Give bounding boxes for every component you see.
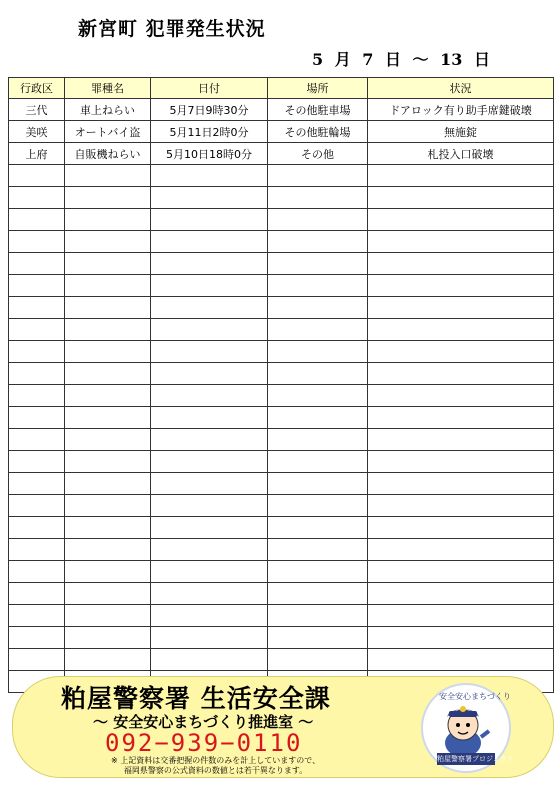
empty-cell: [65, 539, 151, 561]
empty-cell: [65, 429, 151, 451]
cell-situation: ドアロック有り助手席鍵破壊: [368, 99, 554, 121]
table-row-empty: [9, 363, 554, 385]
empty-cell: [9, 297, 65, 319]
crime-table: [8, 77, 554, 693]
disclaimer-line-2: 福岡県警察の公式資料の数値とは若干異なります。: [123, 766, 308, 775]
table-row-empty: [9, 561, 554, 583]
empty-cell: [65, 341, 151, 363]
empty-cell: [9, 253, 65, 275]
cell-district: 三代: [9, 99, 65, 121]
cell-district: 上府: [9, 143, 65, 165]
mascot-project-badge: 粕屋警察署プロジェクト: [437, 755, 514, 763]
table-row-empty: [9, 539, 554, 561]
empty-cell: [368, 429, 554, 451]
office-name: 〜 安全安心まちづくり推進室 〜: [93, 713, 314, 731]
empty-cell: [65, 605, 151, 627]
header-situation: 状況: [368, 78, 554, 99]
empty-cell: [268, 187, 368, 209]
empty-cell: [65, 165, 151, 187]
empty-cell: [268, 275, 368, 297]
disclaimer-line-1: ※ 上記資料は交番把握の件数のみを計上していますので、: [111, 756, 321, 765]
empty-cell: [151, 583, 268, 605]
empty-cell: [368, 297, 554, 319]
empty-cell: [268, 385, 368, 407]
empty-cell: [9, 363, 65, 385]
empty-cell: [151, 517, 268, 539]
empty-cell: [65, 517, 151, 539]
table-row-empty: [9, 605, 554, 627]
mascot-arc-text: 安全安心まちづくり: [439, 692, 511, 701]
report-period: 5 月 7 日 〜 13 日: [312, 50, 490, 69]
empty-cell: [368, 341, 554, 363]
empty-cell: [9, 319, 65, 341]
empty-cell: [268, 341, 368, 363]
empty-cell: [268, 627, 368, 649]
table-row-empty: [9, 495, 554, 517]
table-row: [9, 121, 554, 143]
empty-cell: [65, 583, 151, 605]
cell-date: 5月11日2時0分: [151, 121, 268, 143]
empty-cell: [368, 451, 554, 473]
empty-cell: [9, 187, 65, 209]
table-row: [9, 99, 554, 121]
empty-cell: [65, 187, 151, 209]
police-mascot-logo: [421, 683, 514, 773]
empty-cell: [268, 649, 368, 671]
empty-cell: [268, 561, 368, 583]
empty-cell: [151, 253, 268, 275]
header-location: 場所: [268, 78, 368, 99]
table-row-empty: [9, 583, 554, 605]
table-row-empty: [9, 231, 554, 253]
empty-cell: [268, 517, 368, 539]
empty-cell: [9, 165, 65, 187]
cell-location: その他駐輪場: [268, 121, 368, 143]
cell-situation: 無施錠: [368, 121, 554, 143]
empty-cell: [9, 539, 65, 561]
empty-cell: [151, 275, 268, 297]
empty-cell: [9, 583, 65, 605]
empty-cell: [368, 253, 554, 275]
table-row-empty: [9, 473, 554, 495]
empty-cell: [9, 275, 65, 297]
header-date: 日付: [151, 78, 268, 99]
table-row: [9, 143, 554, 165]
empty-cell: [151, 363, 268, 385]
empty-cell: [368, 539, 554, 561]
cell-location: その他: [268, 143, 368, 165]
table-row-empty: [9, 209, 554, 231]
empty-cell: [9, 209, 65, 231]
table-row-empty: [9, 341, 554, 363]
empty-cell: [9, 231, 65, 253]
empty-cell: [65, 253, 151, 275]
empty-cell: [151, 451, 268, 473]
table-row-empty: [9, 253, 554, 275]
police-banner: [12, 676, 554, 778]
empty-cell: [368, 165, 554, 187]
cell-crime-type: 自販機ねらい: [65, 143, 151, 165]
empty-cell: [9, 517, 65, 539]
empty-cell: [151, 605, 268, 627]
empty-cell: [9, 561, 65, 583]
cell-district: 美咲: [9, 121, 65, 143]
cell-date: 5月10日18時0分: [151, 143, 268, 165]
empty-cell: [9, 649, 65, 671]
empty-cell: [65, 319, 151, 341]
empty-cell: [65, 297, 151, 319]
empty-cell: [268, 319, 368, 341]
empty-cell: [9, 429, 65, 451]
table-row-empty: [9, 429, 554, 451]
empty-cell: [65, 363, 151, 385]
table-row-empty: [9, 517, 554, 539]
table-row-empty: [9, 297, 554, 319]
empty-cell: [368, 275, 554, 297]
table-header: [9, 78, 554, 99]
empty-cell: [268, 253, 368, 275]
empty-cell: [9, 451, 65, 473]
empty-cell: [151, 165, 268, 187]
empty-cell: [151, 319, 268, 341]
table-row-empty: [9, 627, 554, 649]
empty-cell: [368, 495, 554, 517]
empty-cell: [9, 385, 65, 407]
empty-cell: [151, 429, 268, 451]
empty-cell: [9, 407, 65, 429]
empty-cell: [65, 231, 151, 253]
table-row-empty: [9, 275, 554, 297]
empty-cell: [268, 407, 368, 429]
table-row-empty: [9, 319, 554, 341]
empty-cell: [151, 649, 268, 671]
empty-cell: [65, 275, 151, 297]
empty-cell: [268, 209, 368, 231]
empty-cell: [268, 495, 368, 517]
empty-cell: [368, 627, 554, 649]
empty-cell: [65, 627, 151, 649]
empty-cell: [65, 495, 151, 517]
cell-situation: 札投入口破壊: [368, 143, 554, 165]
empty-cell: [368, 473, 554, 495]
table-row-empty: [9, 165, 554, 187]
table-row-empty: [9, 407, 554, 429]
empty-cell: [65, 209, 151, 231]
header-row: [9, 78, 554, 99]
empty-cell: [368, 231, 554, 253]
header-district: 行政区: [9, 78, 65, 99]
table-row-empty: [9, 649, 554, 671]
empty-cell: [268, 539, 368, 561]
table-row-empty: [9, 187, 554, 209]
empty-cell: [151, 341, 268, 363]
empty-cell: [268, 605, 368, 627]
empty-cell: [268, 473, 368, 495]
empty-cell: [65, 407, 151, 429]
empty-cell: [151, 231, 268, 253]
empty-cell: [368, 605, 554, 627]
phone-number: 092−939−0110: [105, 729, 303, 757]
empty-cell: [368, 649, 554, 671]
cell-date: 5月7日9時30分: [151, 99, 268, 121]
empty-cell: [268, 583, 368, 605]
empty-cell: [65, 649, 151, 671]
empty-cell: [151, 495, 268, 517]
cell-location: その他駐車場: [268, 99, 368, 121]
empty-cell: [268, 297, 368, 319]
empty-cell: [65, 451, 151, 473]
empty-cell: [151, 561, 268, 583]
empty-cell: [151, 473, 268, 495]
empty-cell: [268, 165, 368, 187]
empty-cell: [65, 561, 151, 583]
empty-cell: [368, 385, 554, 407]
empty-cell: [9, 473, 65, 495]
disclaimer-note: [111, 756, 320, 776]
empty-cell: [368, 517, 554, 539]
table-row-empty: [9, 385, 554, 407]
empty-cell: [268, 363, 368, 385]
cell-crime-type: オートバイ盗: [65, 121, 151, 143]
header-crime-type: 罪種名: [65, 78, 151, 99]
empty-cell: [151, 209, 268, 231]
empty-cell: [151, 385, 268, 407]
empty-cell: [151, 627, 268, 649]
table-body: [9, 99, 554, 693]
empty-cell: [368, 583, 554, 605]
empty-cell: [368, 319, 554, 341]
empty-cell: [65, 385, 151, 407]
empty-cell: [151, 297, 268, 319]
empty-cell: [9, 341, 65, 363]
empty-cell: [9, 605, 65, 627]
empty-cell: [151, 539, 268, 561]
police-station-name: 粕屋警察署 生活安全課: [61, 684, 331, 713]
empty-cell: [368, 561, 554, 583]
cell-crime-type: 車上ねらい: [65, 99, 151, 121]
empty-cell: [151, 187, 268, 209]
empty-cell: [368, 363, 554, 385]
crime-table-wrapper: [8, 77, 553, 693]
empty-cell: [368, 407, 554, 429]
table-row-empty: [9, 451, 554, 473]
empty-cell: [9, 627, 65, 649]
empty-cell: [368, 209, 554, 231]
empty-cell: [368, 187, 554, 209]
empty-cell: [151, 407, 268, 429]
empty-cell: [9, 495, 65, 517]
empty-cell: [268, 429, 368, 451]
page-title: 新宮町 犯罪発生状況: [78, 18, 266, 40]
empty-cell: [65, 473, 151, 495]
empty-cell: [268, 231, 368, 253]
empty-cell: [268, 451, 368, 473]
